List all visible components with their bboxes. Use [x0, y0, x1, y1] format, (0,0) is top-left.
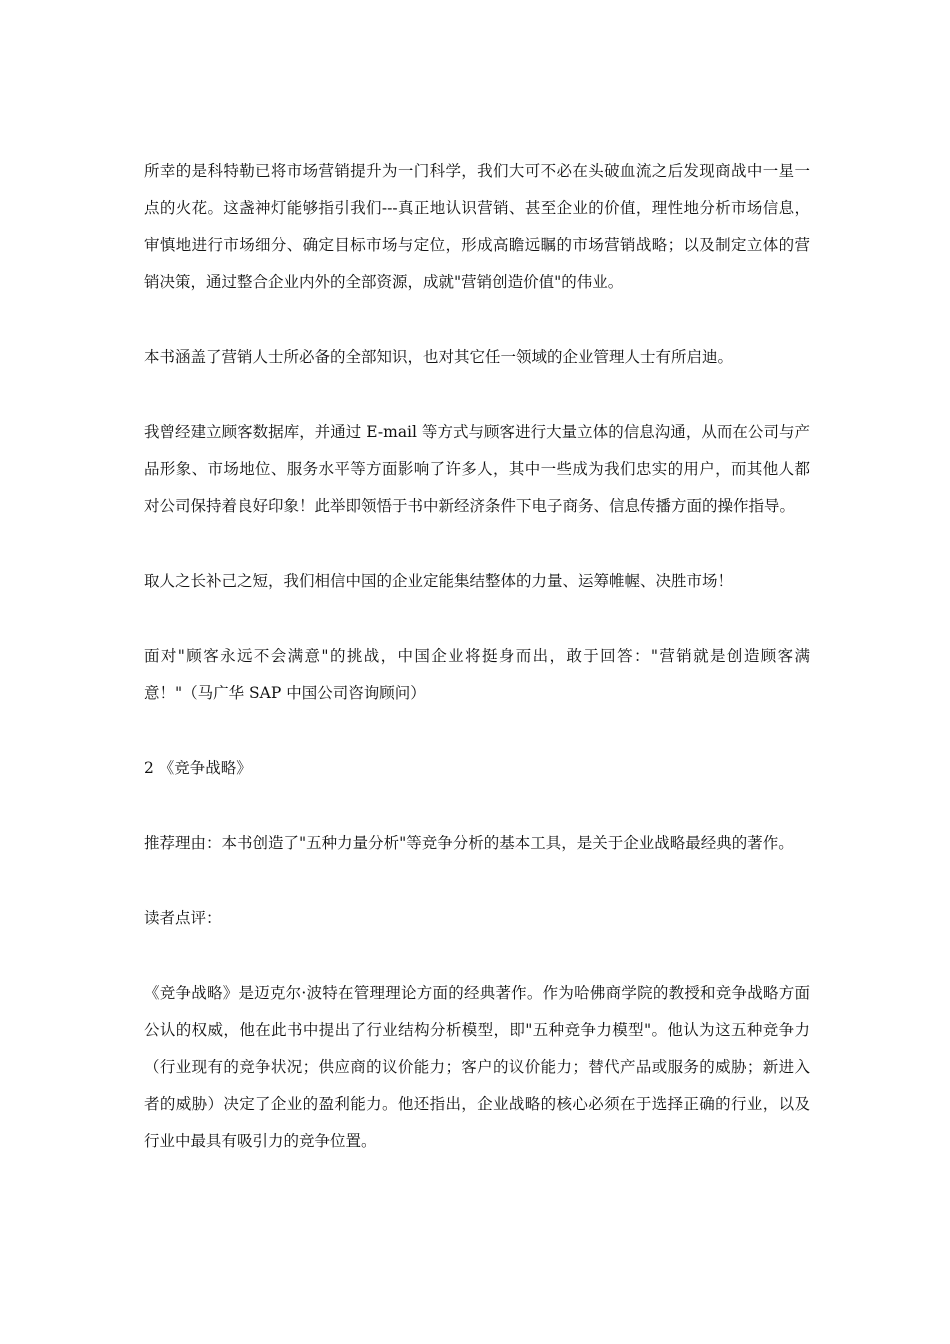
paragraph-learn-strengths: 取人之长补己之短，我们相信中国的企业定能集结整体的力量、运筹帷幄、决胜市场！ — [144, 572, 734, 590]
document-body — [144, 153, 810, 1160]
paragraph-reader-review-label: 读者点评： — [144, 909, 222, 927]
section-heading-competitive-strategy: 2 《竞争战略》 — [144, 759, 252, 777]
paragraph-customer-database: 我曾经建立顾客数据库，并通过 E-mail 等方式与顾客进行大量立体的信息沟通，从而在公司与产品形象、市场地位、服务水平等方面影响了许多人，其中一些成为我们忠实的用户，而其他人都对公司保持着良好印象！此举即领悟于书中新经济条件下电子商务、信息传播方面的操作指导。 — [144, 423, 810, 515]
paragraph-porter-review: 《竞争战略》是迈克尔·波特在管理理论方面的经典著作。作为哈佛商学院的教授和竞争战略方面公认的权威，他在此书中提出了行业结构分析模型，即"五种竞争力模型"。他认为这五种竞争力（行业现有的竞争状况；供应商的议价能力；客户的议价能力；替代产品或服务的威胁；新进入者的威胁）决定了企业的盈利能力。他还指出，企业战略的核心必须在于选择正确的行业，以及行业中最具有吸引力的竞争位置。 — [144, 984, 810, 1150]
paragraph-customer-satisfaction: 面对"顾客永远不会满意"的挑战，中国企业将挺身而出，敢于回答："营销就是创造顾客满意！"（马广华 SAP 中国公司咨询顾问） — [144, 647, 810, 702]
paragraph-recommendation-reason: 推荐理由：本书创造了"五种力量分析"等竞争分析的基本工具，是关于企业战略最经典的著作。 — [144, 834, 794, 852]
paragraph-kotler-marketing-science: 所幸的是科特勒已将市场营销提升为一门科学，我们大可不必在头破血流之后发现商战中一星一点的火花。这盏神灯能够指引我们---真正地认识营销、甚至企业的价值，理性地分析市场信息，审慎地进行市场细分、确定目标市场与定位，形成高瞻远瞩的市场营销战略；以及制定立体的营销决策，通过整合企业内外的全部资源，成就"营销创造价值"的伟业。 — [144, 162, 810, 291]
paragraph-book-coverage: 本书涵盖了营销人士所必备的全部知识，也对其它任一领域的企业管理人士有所启迪。 — [144, 348, 734, 366]
